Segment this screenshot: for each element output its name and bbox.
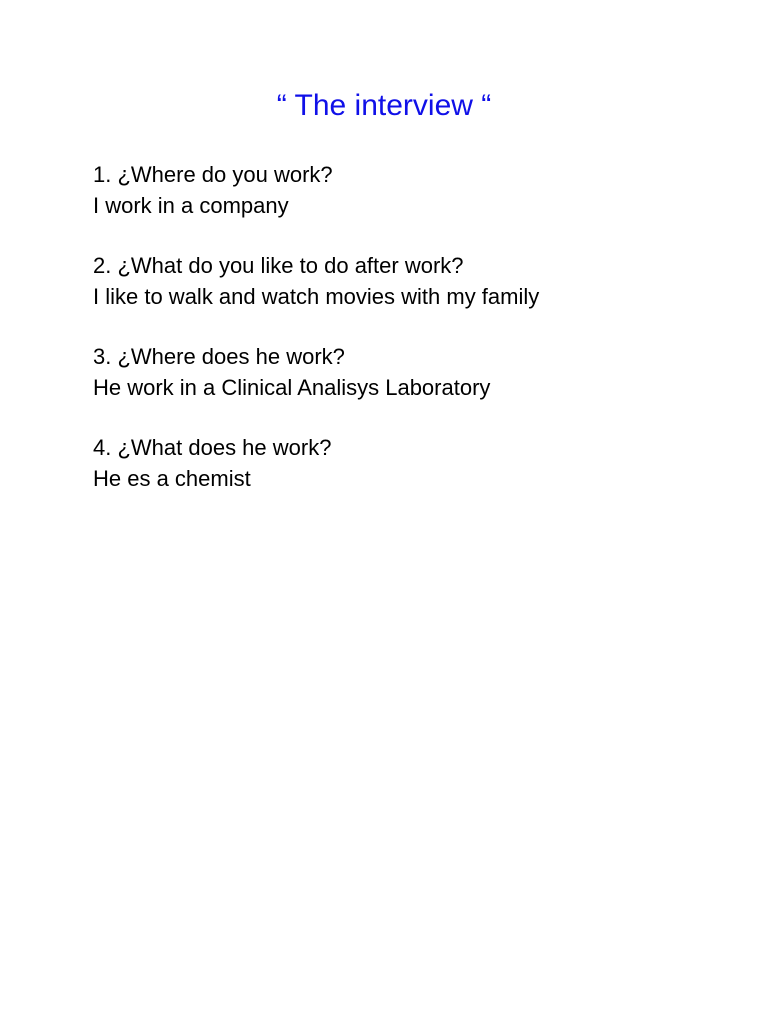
qa-item [93,433,733,494]
answer-text: I like to walk and watch movies with my family [93,283,540,309]
qa-list [93,160,733,524]
qa-item [93,342,733,403]
question-text: 3. ¿Where does he work? [93,344,345,369]
answer-text: I work in a company [93,192,289,218]
question-text: 1. ¿Where do you work? [93,162,333,187]
question-text: 4. ¿What does he work? [93,435,332,460]
page-title: “ The interview “ [276,89,492,122]
answer-text: He work in a Clinical Analisys Laboratory [93,374,491,400]
qa-item [93,251,733,312]
question-text: 2. ¿What do you like to do after work? [93,253,464,278]
qa-item [93,160,733,221]
answer-text: He es a chemist [93,465,251,491]
